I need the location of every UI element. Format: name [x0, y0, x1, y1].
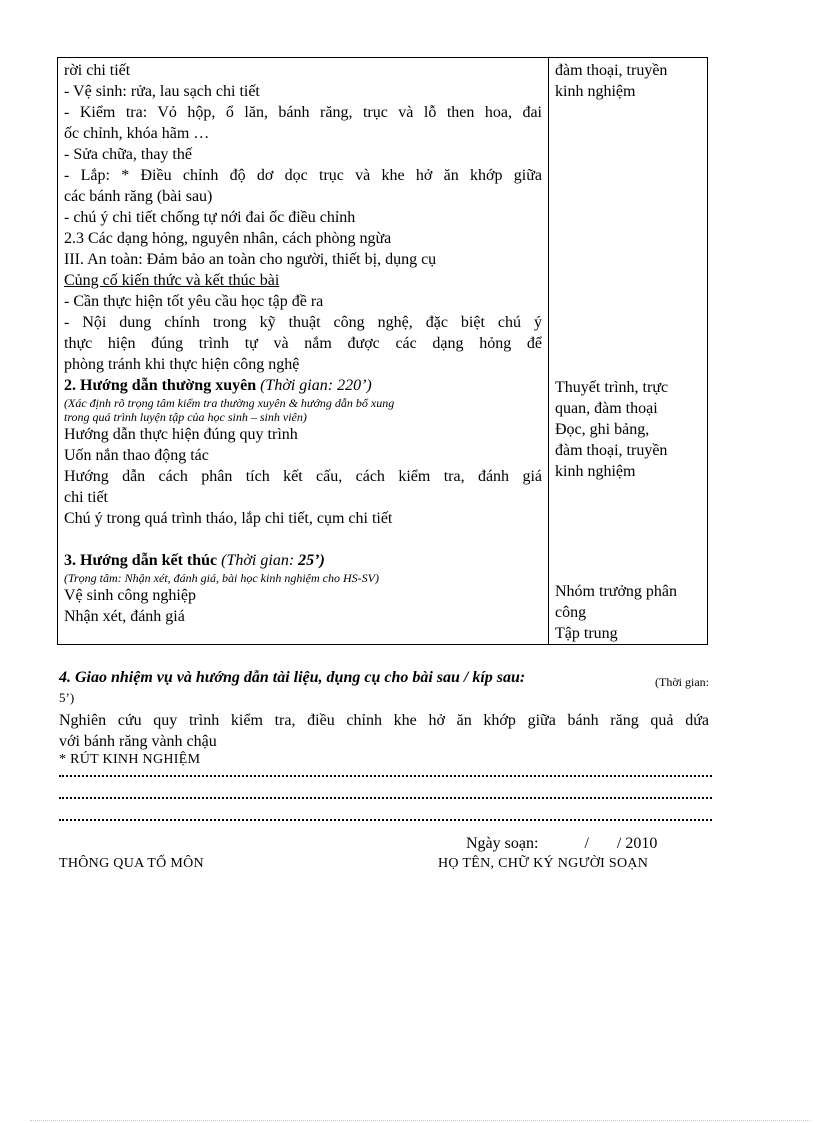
method-text: đàm thoại, truyền	[555, 62, 668, 79]
section3-title: 3. Hướng dẫn kết thúc	[64, 552, 218, 569]
method-text: đàm thoại, truyền	[555, 442, 668, 459]
signature-right: HỌ TÊN, CHỮ KÝ NGƯỜI SOẠN	[438, 856, 649, 871]
section3-note: (Trọng tâm: Nhận xét, đánh giá, bài học kinh nghiệm cho HS-SV)	[64, 571, 379, 585]
method-text: Tập trung	[555, 625, 618, 642]
section2-note: (Xác định rõ trọng tâm kiểm tra thường xuyên & hướng dẫn bổ xung	[64, 396, 395, 410]
method-text: Nhóm trưởng phân	[555, 583, 678, 600]
section2-note: trong quá trình luyện tập của học sinh – sinh viên)	[64, 410, 307, 424]
method-text: công	[555, 604, 587, 621]
list-item: phòng tránh khi thực hiện công nghệ	[64, 356, 300, 373]
section2-heading	[64, 375, 542, 396]
subheading: Củng cố kiến thức và kết thúc bài	[64, 272, 280, 289]
list-item: - Cần thực hiện tốt yêu cầu học tập đề ra	[64, 293, 324, 310]
date-line	[466, 834, 657, 854]
review-heading: * RÚT KINH NGHIỆM	[59, 752, 201, 767]
list-item: rời chi tiết	[64, 62, 131, 79]
list-item: Hướng dẫn cách phân tích kết cấu, cách kiểm tra, đánh giá	[64, 468, 542, 485]
task-time: (Thời gian:	[655, 675, 709, 689]
list-item: ốc chỉnh, khóa hãm …	[64, 125, 210, 142]
method-text: Thuyết trình, trực	[555, 379, 669, 396]
section3-time-value: 25’)	[298, 552, 325, 569]
signature-left: THÔNG QUA TỔ MÔN	[59, 856, 204, 871]
list-item: Nhận xét, đánh giá	[64, 608, 185, 625]
list-item: 2.3 Các dạng hỏng, nguyên nhân, cách phòng ngừa	[64, 230, 392, 247]
list-item: thực hiện đúng trình tự và nắm được các dạng hỏng để	[64, 335, 542, 352]
review-line	[59, 797, 712, 799]
list-item: Uốn nắn thao động tác	[64, 447, 209, 464]
section3-time-label: (Thời gian:	[221, 552, 299, 569]
list-item: - Sửa chữa, thay thế	[64, 146, 192, 163]
section2-time: (Thời gian: 220’)	[260, 377, 372, 394]
list-item: - chú ý chi tiết chống tự nới đai ốc điều chỉnh	[64, 209, 356, 226]
list-item: - Vệ sinh: rửa, lau sạch chi tiết	[64, 83, 260, 100]
list-item: - Lắp: * Điều chỉnh độ dơ dọc trục và khe hở ăn khớp giữa	[64, 167, 542, 184]
list-item: Chú ý trong quá trình tháo, lắp chi tiết, cụm chi tiết	[64, 510, 393, 527]
method-text: quan, đàm thoại	[555, 400, 658, 417]
review-line	[59, 819, 712, 821]
list-item: - Kiểm tra: Vỏ hộp, ổ lăn, bánh răng, trục và lỗ then hoa, đai	[64, 104, 542, 121]
list-item: Vệ sinh công nghiệp	[64, 587, 196, 604]
list-item: các bánh răng (bài sau)	[64, 188, 213, 205]
section2-title: 2. Hướng dẫn thường xuyên	[64, 377, 257, 394]
list-item: III. An toàn: Đảm bảo an toàn cho người, thiết bị, dụng cụ	[64, 251, 437, 268]
task-title: 4. Giao nhiệm vụ và hướng dẫn tài liệu, dụng cụ cho bài sau / kíp sau:	[59, 669, 526, 686]
method-text: kinh nghiệm	[555, 83, 636, 100]
task-line: với bánh răng vành chậu	[59, 733, 217, 750]
section3-heading	[64, 550, 542, 571]
table-row	[58, 58, 708, 645]
page-bottom-divider	[30, 1120, 810, 1121]
content-cell	[58, 58, 549, 645]
task-line: Nghiên cứu quy trình kiểm tra, điều chỉnh khe hở ăn khớp giữa bánh răng quả dứa	[59, 712, 709, 729]
date-year: / 2010	[616, 835, 658, 852]
method-text: kinh nghiệm	[555, 463, 636, 480]
list-item: chi tiết	[64, 489, 108, 506]
date-separator: /	[584, 835, 589, 852]
list-item: Hướng dẫn thực hiện đúng quy trình	[64, 426, 298, 443]
list-item: - Nội dung chính trong kỹ thuật công nghệ, đặc biệt chú ý	[64, 314, 542, 331]
task-body	[59, 710, 709, 752]
method-cell	[549, 58, 708, 645]
method-text: Đọc, ghi bảng,	[555, 421, 650, 438]
task-time-cont: 5’)	[59, 690, 75, 705]
lesson-table	[57, 57, 708, 645]
review-line	[59, 775, 712, 777]
date-label: Ngày soạn:	[466, 835, 539, 852]
task-heading	[59, 668, 709, 708]
